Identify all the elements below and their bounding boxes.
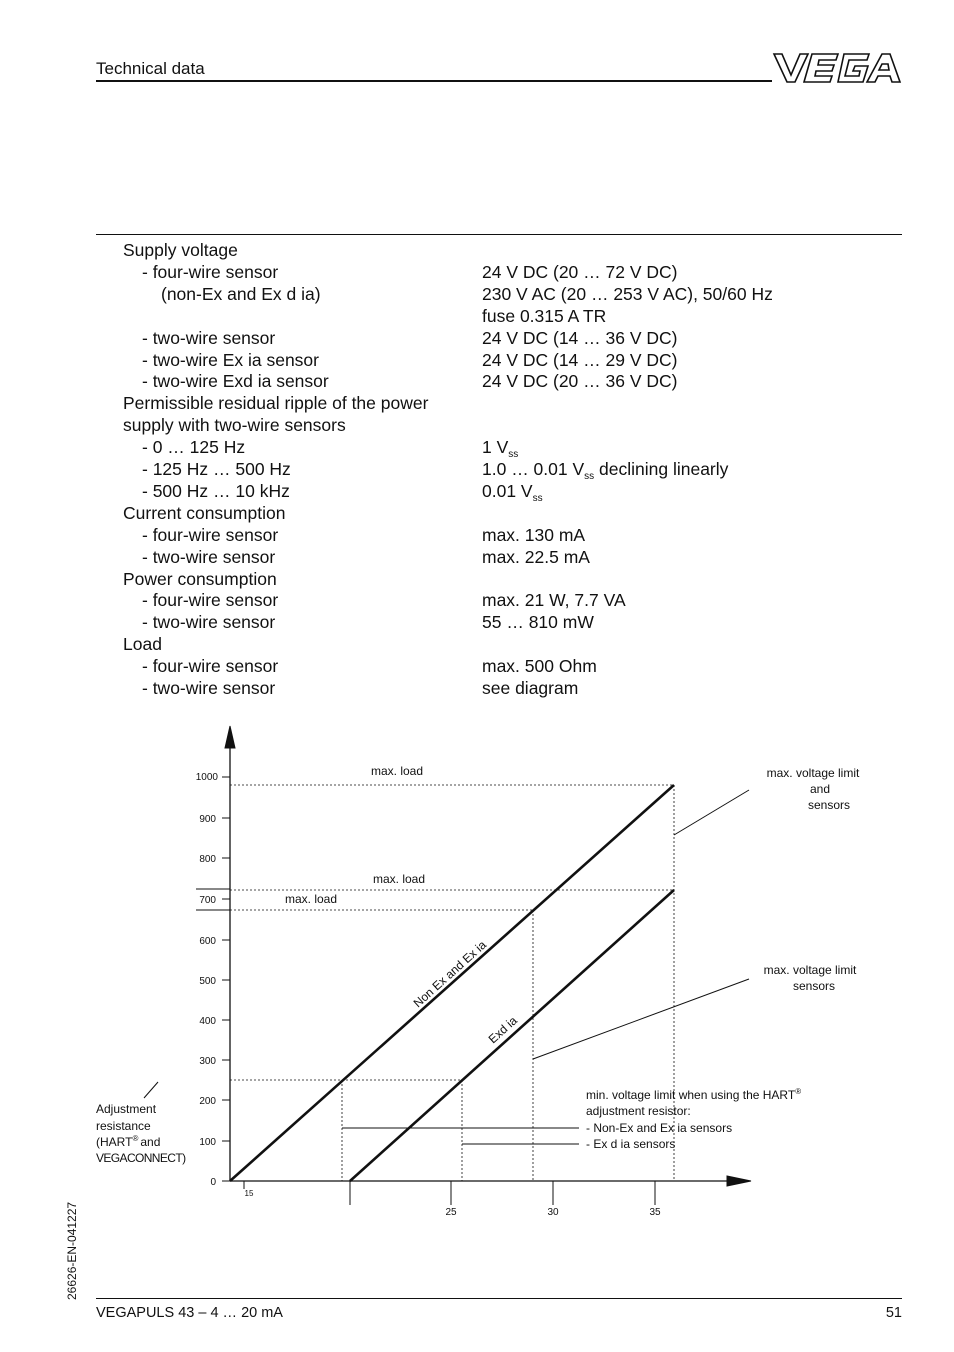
footer-product: VEGAPULS 43 – 4 … 20 mA xyxy=(96,1305,283,1321)
y-tick: 400 xyxy=(199,1016,216,1027)
spec-label: - 500 Hz … 10 kHz xyxy=(142,480,290,501)
y-tick: 300 xyxy=(199,1056,216,1067)
x-tick: 35 xyxy=(649,1207,661,1218)
load-diagram xyxy=(0,700,954,1260)
spec-value: 55 … 810 mW xyxy=(482,612,594,633)
x-tick: 15 xyxy=(244,1189,254,1198)
section-rule xyxy=(96,234,902,235)
spec-value: 24 V DC (20 … 36 V DC) xyxy=(482,371,678,392)
spec-label: Load xyxy=(123,634,162,655)
line-label-exd: Exd ia xyxy=(485,1013,520,1047)
vega-logo xyxy=(772,48,902,86)
max-load-label: max. load xyxy=(373,872,426,886)
spec-label: - two-wire Ex ia sensor xyxy=(142,349,319,370)
spec-label: - two-wire sensor xyxy=(142,546,276,567)
x-tick: 30 xyxy=(547,1207,559,1218)
spec-label: supply with two-wire sensors xyxy=(123,415,346,436)
spec-label: Permissible residual ripple of the power xyxy=(123,393,429,414)
y-tick: 1000 xyxy=(195,772,218,783)
y-tick: 700 xyxy=(199,895,216,906)
spec-value: max. 21 W, 7.7 VA xyxy=(482,590,626,611)
y-tick: 500 xyxy=(199,976,216,987)
voltage-limit-note-2: max. voltage limit xyxy=(763,963,857,977)
max-load-label: max. load xyxy=(285,892,338,906)
footer-rule xyxy=(96,1298,902,1299)
voltage-limit-note-1: and xyxy=(809,782,831,796)
spec-value: max. 500 Ohm xyxy=(482,656,597,677)
spec-label: Supply voltage xyxy=(123,240,238,260)
spec-value: 230 V AC (20 … 253 V AC), 50/60 Hz xyxy=(482,283,773,304)
spec-label: - four-wire sensor xyxy=(142,524,279,545)
min-voltage-note: - Ex d ia sensors xyxy=(586,1137,676,1151)
y-tick: 0 xyxy=(210,1177,216,1188)
max-load-label: max. load xyxy=(371,764,424,778)
spec-label: - two-wire sensor xyxy=(142,327,276,348)
adjustment-note: resistance xyxy=(96,1119,151,1133)
spec-value: 24 V DC (20 … 72 V DC) xyxy=(482,261,678,282)
x-tick: 25 xyxy=(445,1207,457,1218)
spec-label: Power consumption xyxy=(123,568,277,589)
y-tick: 100 xyxy=(199,1137,216,1148)
spec-value: 24 V DC (14 … 29 V DC) xyxy=(482,349,678,370)
spec-label: - four-wire sensor xyxy=(142,656,279,677)
spec-label: - two-wire sensor xyxy=(142,678,276,698)
spec-value: max. 130 mA xyxy=(482,524,586,545)
line-label-nonex: Non Ex and Ex ia xyxy=(410,937,489,1011)
document-number xyxy=(52,1192,92,1302)
adjustment-note: Adjustment xyxy=(96,1102,157,1116)
spec-value: 0.01 $V_{ss}$ xyxy=(482,480,543,504)
y-tick: 800 xyxy=(199,854,216,865)
spec-label: (non-Ex and Ex d ia) xyxy=(161,283,321,304)
spec-value: 24 V DC (14 … 36 V DC) xyxy=(482,327,678,348)
spec-label: - 125 Hz … 500 Hz xyxy=(142,459,291,479)
spec-value: max. 22.5 mA xyxy=(482,546,590,567)
y-tick: 600 xyxy=(199,936,216,947)
spec-label: - two-wire Exd ia sensor xyxy=(142,371,329,392)
spec-label: - four-wire sensor xyxy=(142,590,279,611)
spec-value: 1.0 … 0.01 $V_{ss}$ declining linearly xyxy=(482,459,729,482)
y-tick: 200 xyxy=(199,1096,216,1107)
voltage-limit-note-1: max. voltage limit xyxy=(766,766,860,780)
y-tick: 900 xyxy=(199,814,216,825)
voltage-limit-note-1: sensors xyxy=(807,798,851,812)
header-rule xyxy=(96,80,772,82)
spec-label: - four-wire sensor xyxy=(142,261,279,282)
svg-text:26626-EN-041227: 26626-EN-041227 xyxy=(65,1201,79,1300)
adjustment-note: VEGACONNECT) xyxy=(96,1151,186,1165)
section-title: Technical data xyxy=(96,59,205,78)
spec-label: Current consumption xyxy=(123,502,286,523)
min-voltage-note: adjustment resistor: xyxy=(586,1104,691,1118)
adjustment-note: (HART® and xyxy=(96,1134,161,1149)
spec-value: fuse 0.315 A TR xyxy=(482,305,607,326)
voltage-limit-note-2: sensors xyxy=(792,979,836,993)
page-number: 51 xyxy=(885,1305,902,1321)
spec-label: - 0 … 125 Hz xyxy=(142,437,246,458)
min-voltage-note: - Non-Ex and Ex ia sensors xyxy=(586,1121,733,1135)
spec-value: 1 $V_{ss}$ xyxy=(482,437,519,461)
spec-label: - two-wire sensor xyxy=(142,612,276,633)
min-voltage-note: min. voltage limit when using the HART® xyxy=(586,1087,802,1102)
spec-value: see diagram xyxy=(482,678,579,698)
